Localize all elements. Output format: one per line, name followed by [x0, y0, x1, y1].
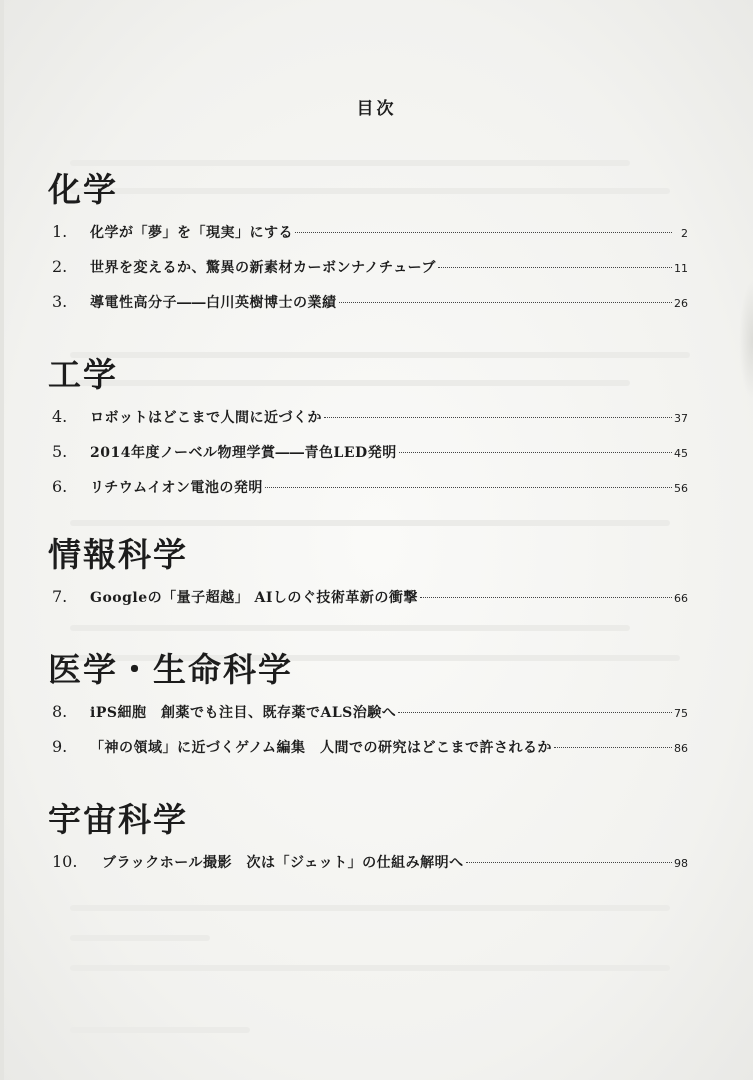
- dot-leader: [339, 302, 673, 303]
- toc-entry[interactable]: [48, 585, 688, 620]
- dot-leader: [295, 232, 672, 233]
- entry-number: 2.: [52, 257, 68, 276]
- entry-title: 世界を変えるか、驚異の新素材カーボンナノチューブ: [90, 260, 436, 276]
- entry-number: 7.: [52, 587, 68, 606]
- bleed-through-line: [70, 625, 630, 631]
- dot-leader: [438, 267, 672, 268]
- bleed-through-line: [70, 520, 670, 526]
- bleed-through-line: [70, 905, 670, 911]
- section-medicine-life-science: [48, 650, 688, 770]
- toc-entry[interactable]: [48, 290, 688, 325]
- entry-title: iPS細胞 創薬でも注目、既存薬でALS治験へ: [90, 705, 397, 721]
- entry-title: 「神の領域」に近づくゲノム編集 人間での研究はどこまで許されるか: [90, 740, 553, 756]
- entry-number: 10.: [52, 852, 78, 871]
- toc-entry[interactable]: [48, 220, 688, 255]
- dot-leader: [324, 417, 672, 418]
- entry-number: 1.: [52, 222, 68, 241]
- toc-entry[interactable]: [48, 475, 688, 510]
- page-left-edge: [0, 0, 4, 1080]
- section-heading: 情報科学: [48, 535, 188, 574]
- dot-leader: [399, 452, 672, 453]
- page-title: 目次: [356, 99, 397, 119]
- entry-number: 6.: [52, 477, 68, 496]
- bleed-through-line: [70, 1027, 250, 1033]
- dot-leader: [420, 597, 672, 598]
- entry-page-number: 98: [674, 857, 688, 870]
- entry-page-number: 2: [681, 227, 688, 240]
- dot-leader: [554, 747, 672, 748]
- entry-title: ロボットはどこまで人間に近づくか: [90, 410, 322, 426]
- section-heading: 宇宙科学: [48, 800, 188, 839]
- entry-title: 2014年度ノーベル物理学賞――青色LED発明: [90, 445, 397, 461]
- entry-page-number: 45: [674, 447, 688, 460]
- page-shadow: [739, 280, 753, 400]
- section-heading: 医学・生命科学: [48, 650, 293, 689]
- section-engineering: [48, 355, 688, 510]
- section-space-science: [48, 800, 688, 885]
- entry-title: リチウムイオン電池の発明: [90, 480, 263, 496]
- dot-leader: [398, 712, 672, 713]
- entry-page-number: 11: [674, 262, 688, 275]
- entry-title: Googleの「量子超越」 AIしのぐ技術革新の衝撃: [90, 590, 418, 606]
- dot-leader: [265, 487, 672, 488]
- entry-number: 8.: [52, 702, 68, 721]
- entry-page-number: 75: [674, 707, 688, 720]
- section-heading: 化学: [48, 170, 118, 209]
- toc-entry[interactable]: [48, 700, 688, 735]
- entry-page-number: 66: [674, 592, 688, 605]
- toc-entry[interactable]: [48, 405, 688, 440]
- entry-page-number: 86: [674, 742, 688, 755]
- bleed-through-line: [70, 935, 210, 941]
- entry-number: 4.: [52, 407, 68, 426]
- entry-number: 3.: [52, 292, 68, 311]
- section-heading: 工学: [48, 355, 118, 394]
- bleed-through-line: [70, 160, 630, 166]
- section-chemistry: [48, 170, 688, 325]
- entry-page-number: 56: [674, 482, 688, 495]
- section-information-science: [48, 535, 688, 620]
- entry-number: 9.: [52, 737, 68, 756]
- toc-entry[interactable]: [48, 735, 688, 770]
- bleed-through-line: [70, 965, 670, 971]
- entry-title: 導電性高分子――白川英樹博士の業績: [90, 295, 337, 311]
- toc-entry[interactable]: [48, 440, 688, 475]
- toc-entry[interactable]: [48, 850, 688, 885]
- entry-page-number: 37: [674, 412, 688, 425]
- toc-entry[interactable]: [48, 255, 688, 290]
- entry-page-number: 26: [674, 297, 688, 310]
- entry-title: 化学が「夢」を「現実」にする: [90, 225, 293, 241]
- entry-title: ブラックホール撮影 次は「ジェット」の仕組み解明へ: [102, 855, 464, 871]
- entry-number: 5.: [52, 442, 68, 461]
- dot-leader: [466, 862, 672, 863]
